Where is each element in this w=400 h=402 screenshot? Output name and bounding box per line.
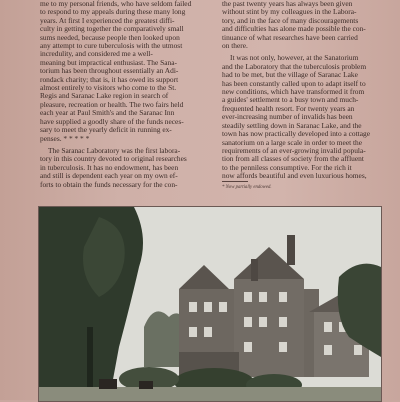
text-line: sums needed, because people then looked upon xyxy=(40,33,180,42)
text-line: almost entirely to visitors who come to the St. xyxy=(40,84,177,93)
text-line: frequented health resort. For twenty years an xyxy=(222,104,355,113)
text-line: culty in getting together the comparatively small xyxy=(40,25,184,34)
text-line: incredulity, and considered me a well- xyxy=(40,50,153,59)
text-line: to the penniless consumptive. For the rich it xyxy=(222,163,352,172)
text-line: and the Laboratory that the tuberculosis problem xyxy=(222,62,367,71)
text-line: any attempt to cure tuberculosis with the utmost xyxy=(40,42,183,51)
text-line: and still is dependent each year on my own ef- xyxy=(40,172,178,181)
text-line: torium has been throughout essentially an Adi- xyxy=(40,67,179,76)
footnote-divider xyxy=(222,181,248,182)
text-line: now affords beautiful and even luxurious homes, xyxy=(222,172,367,181)
text-line: have supplied a goodly share of the funds neces- xyxy=(40,117,184,126)
text-line: me to my personal friends, who have seldom failed xyxy=(40,0,192,8)
text-line: without stint by my colleagues in the Labora- xyxy=(222,8,357,17)
text-line: town has now practically developed into a cottage xyxy=(222,130,370,139)
text-line: each year at Paul Smith's and the Saranac Inn xyxy=(40,109,175,118)
text-line: tinuance of what researches have been carried xyxy=(222,33,358,42)
text-line: sanatorium on a large scale in order to meet the xyxy=(222,138,363,147)
footnote: * Now partially endowed. xyxy=(222,185,272,190)
building-photograph xyxy=(38,206,382,402)
text-line: rondack charity; that is, it has owed its support xyxy=(40,75,179,84)
text-line: forts to obtain the funds necessary for the con- xyxy=(40,180,178,189)
text-line: tory in this country devoted to original researches xyxy=(40,155,187,164)
text-line: meaning but impractical enthusiast. The Sana- xyxy=(40,58,177,67)
text-line: It was not only, however, at the Sanatorium xyxy=(230,54,359,63)
text-line: and difficulties has alone made possible the con- xyxy=(222,25,366,34)
text-line: on there. xyxy=(222,42,248,51)
text-line: the past twenty years has always been given xyxy=(222,0,353,8)
right-text-column xyxy=(222,0,378,181)
photo-illustration xyxy=(39,207,381,401)
text-line: sary to meet the yearly deficit in running ex- xyxy=(40,126,172,135)
text-line: had to be met, but the village of Saranac Lake xyxy=(222,71,358,80)
text-line: new conditions, which have transformed it from xyxy=(222,88,365,97)
text-line: to respond to my appeals during these many long xyxy=(40,8,186,17)
text-line: years. At first I experienced the greatest diffi- xyxy=(40,16,175,25)
text-line: requirements of an ever-growing invalid popula- xyxy=(222,146,366,155)
text-line: Regis and Saranac Lake region in search of xyxy=(40,92,169,101)
text-line: penses. * * * * * xyxy=(40,134,90,143)
text-line: steadily settling down in Saranac Lake, and the xyxy=(222,121,362,130)
left-text-column xyxy=(40,0,198,189)
text-line: The Saranac Laboratory was the first labora- xyxy=(48,146,181,155)
text-line: pleasure, recreation or health. The two fairs held xyxy=(40,100,184,109)
text-line: has been constantly called upon to adapt itself to xyxy=(222,79,366,88)
text-line: a guides' settlement to a busy town and much- xyxy=(222,96,359,105)
text-line: ever-increasing number of invalids has been xyxy=(222,113,353,122)
text-line: tion from all classes of society from the affluent xyxy=(222,155,364,164)
text-line: tory, and in the face of many discouragements xyxy=(222,16,359,25)
text-line: in tuberculosis. It has no endowment, has been xyxy=(40,163,179,172)
